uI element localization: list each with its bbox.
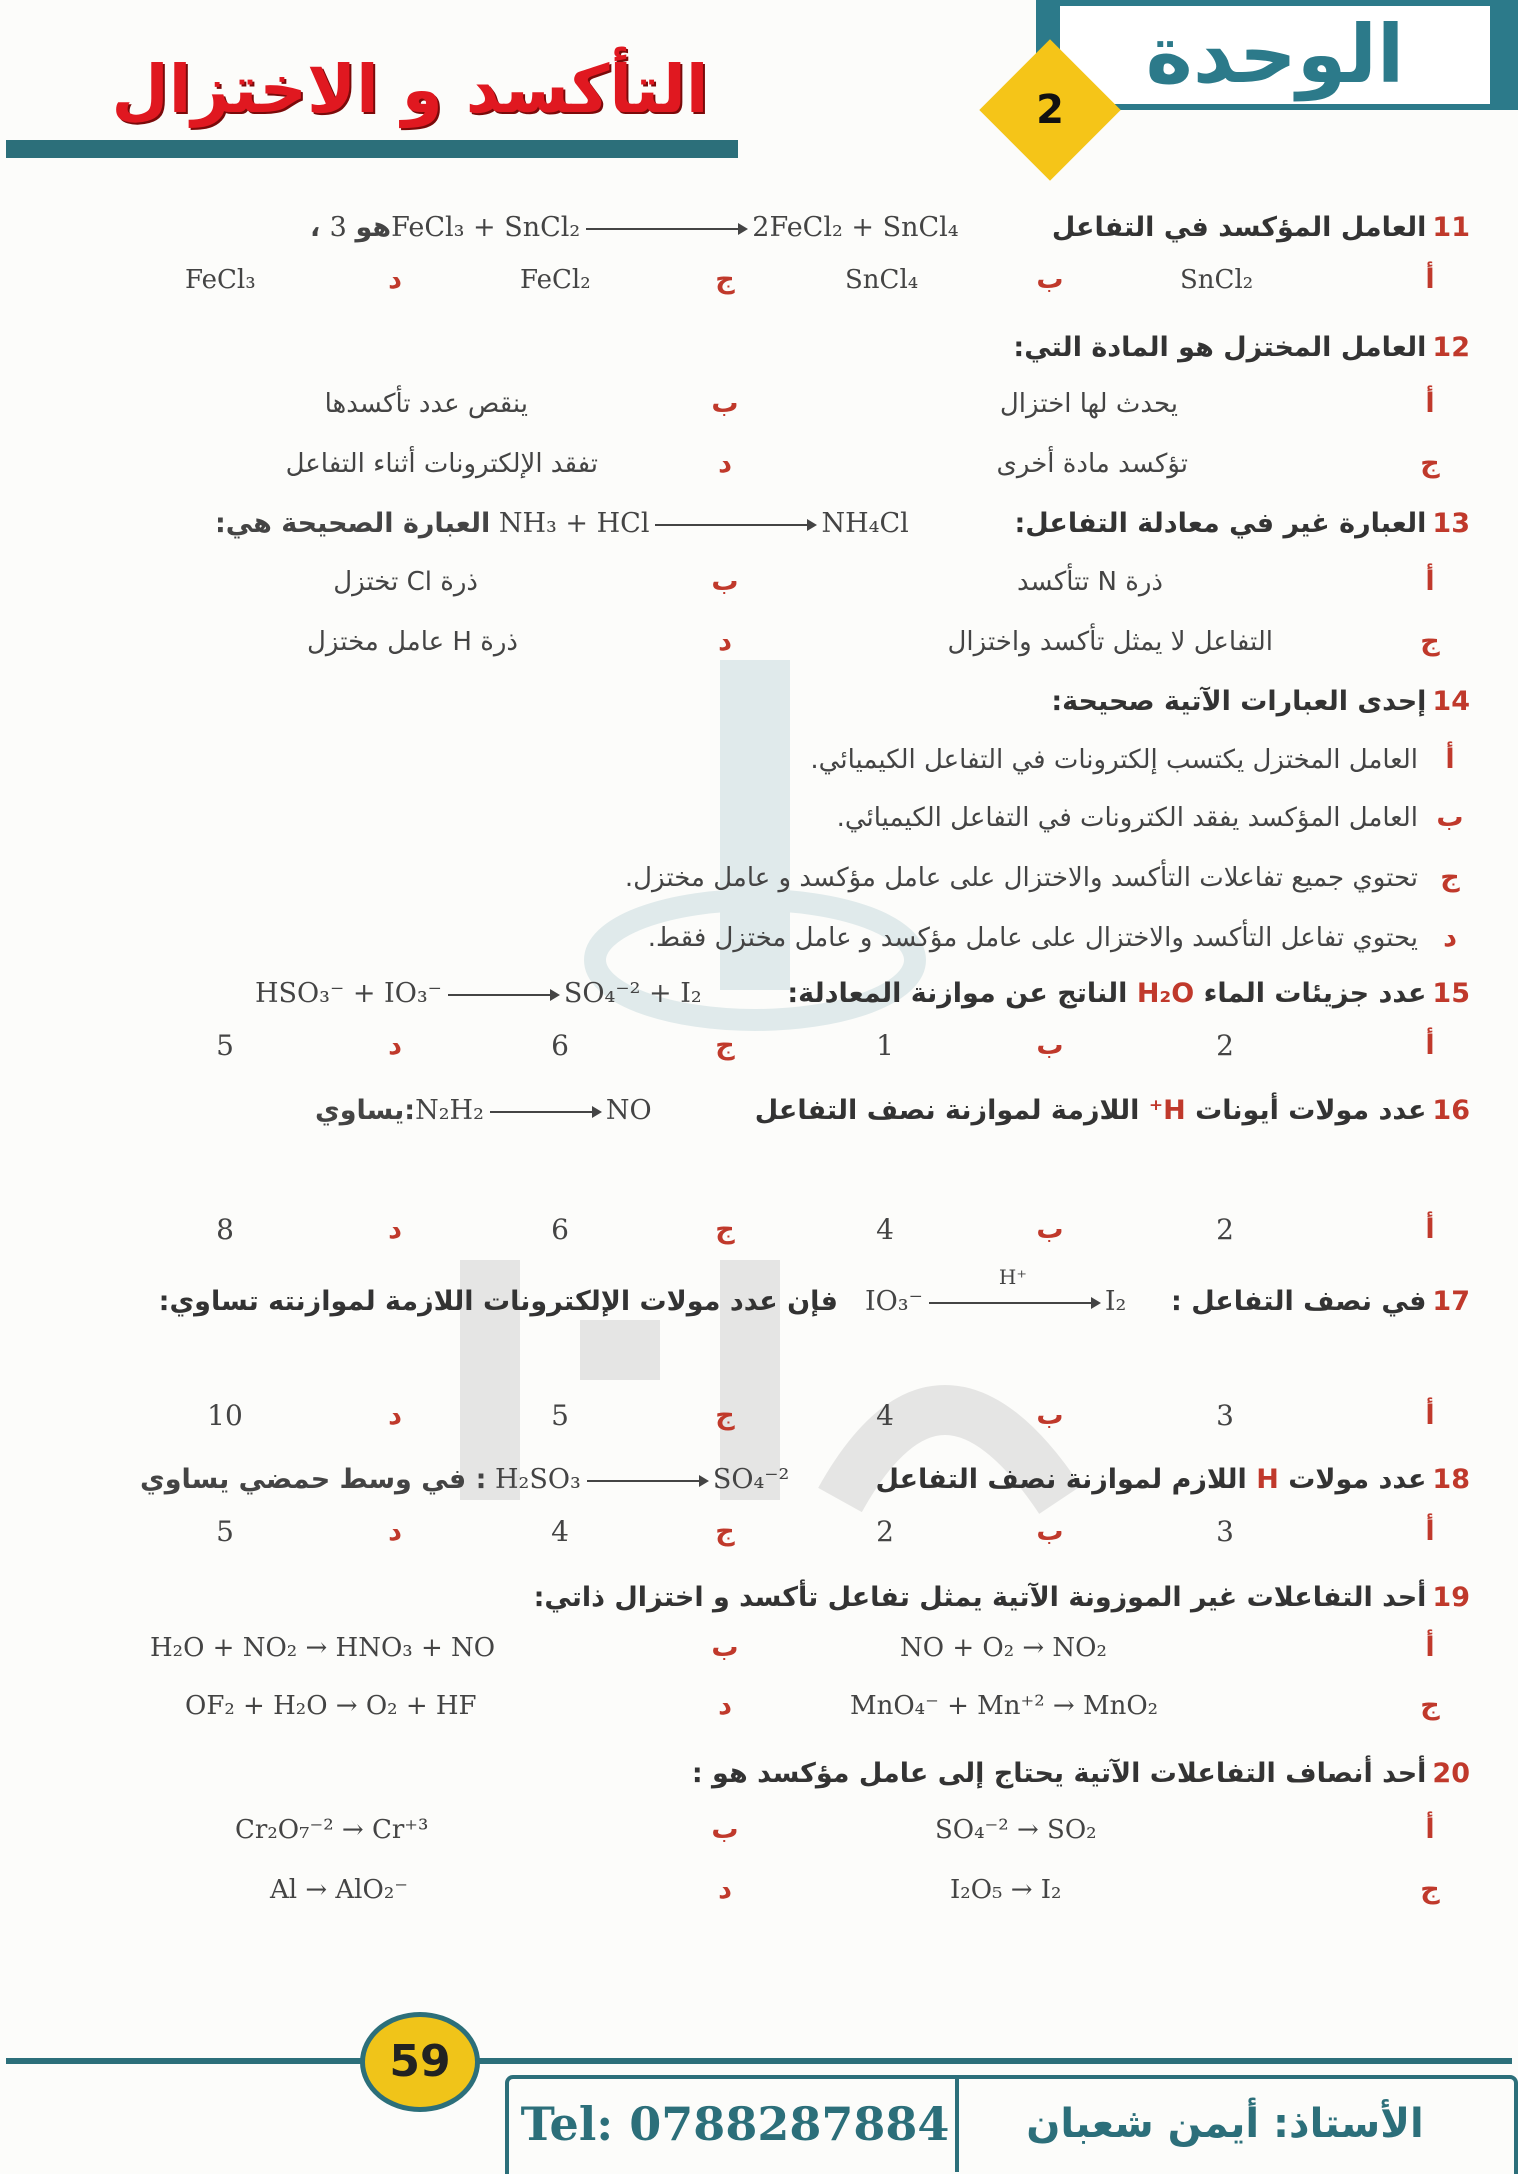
- option-text[interactable]: العامل المختزل يكتسب إلكترونات في التفاعل الكيميائي.: [810, 745, 1418, 775]
- question-13: [0, 498, 1518, 550]
- eq-right: H₂SO₃: [495, 1464, 581, 1495]
- option-text[interactable]: 10: [207, 1399, 243, 1432]
- question-number: 20: [1432, 1758, 1470, 1789]
- options-19-row2: [0, 1682, 1518, 1730]
- question-16: [0, 1085, 1518, 1137]
- arrow-icon: [490, 1111, 600, 1113]
- option-text[interactable]: 4: [876, 1213, 894, 1246]
- options-13-row1: [0, 558, 1518, 606]
- option-letter[interactable]: د: [388, 1214, 402, 1245]
- options-13-row2: [0, 618, 1518, 666]
- option-text[interactable]: H₂O + NO₂ → HNO₃ + NO: [150, 1633, 496, 1663]
- option-letter[interactable]: ب: [711, 1814, 739, 1845]
- question-stem-end: اللازم لموازنة نصف التفاعل: [875, 1464, 1247, 1495]
- question-19: [0, 1572, 1518, 1624]
- question-number: 19: [1432, 1582, 1470, 1613]
- phone-number: Tel: 0788287884: [520, 2097, 950, 2151]
- option-text[interactable]: 2: [1216, 1029, 1234, 1062]
- option-letter[interactable]: ج: [1420, 626, 1440, 657]
- option-letter[interactable]: ج: [715, 1030, 735, 1061]
- option-letter[interactable]: ج: [715, 1516, 735, 1547]
- question-stem-formula: H⁺: [1148, 1095, 1186, 1126]
- option-letter[interactable]: ج: [1420, 1690, 1440, 1721]
- question-stem: أحد أنصاف التفاعلات الآتية يحتاج إلى عامل مؤكسد هو :: [691, 1758, 1427, 1789]
- option-text[interactable]: 8: [216, 1213, 234, 1246]
- option-letter[interactable]: د: [388, 264, 402, 295]
- option-text[interactable]: 6: [551, 1029, 569, 1062]
- option-letter[interactable]: د: [1443, 922, 1457, 953]
- question-14: [0, 676, 1518, 728]
- page-title: التأكسد و الاختزال: [111, 51, 709, 128]
- equation: [310, 202, 959, 254]
- option-text[interactable]: 1: [876, 1029, 894, 1062]
- question-stem: في نصف التفاعل :: [1171, 1286, 1427, 1317]
- question-number: 18: [1432, 1464, 1470, 1495]
- question-stem-tail: يساوي:: [315, 1095, 416, 1126]
- option-text[interactable]: تؤكسد مادة أخرى: [996, 449, 1188, 479]
- question-number: 14: [1432, 686, 1470, 717]
- arrow-label: H⁺: [998, 1264, 1027, 1289]
- option-letter[interactable]: ب: [1036, 1214, 1064, 1245]
- option-text[interactable]: Al → AlO₂⁻: [270, 1875, 408, 1905]
- footer-divider: [955, 2075, 959, 2172]
- option-text[interactable]: ينقص عدد تأكسدها: [324, 389, 528, 419]
- option-letter[interactable]: ب: [711, 1632, 739, 1663]
- option-letter[interactable]: ج: [715, 1400, 735, 1431]
- unit-label: الوحدة: [1145, 8, 1405, 101]
- question-stem-end: ، هو: [310, 212, 392, 243]
- options-20-row1: [0, 1806, 1518, 1854]
- question-number: 15: [1432, 978, 1470, 1009]
- question-stem-end: العبارة الصحيحة هي:: [215, 508, 491, 539]
- eq-left: NO: [605, 1095, 652, 1126]
- option-text[interactable]: 5: [216, 1515, 234, 1548]
- option-text[interactable]: ذرة H عامل مختزل: [307, 627, 518, 657]
- option-text[interactable]: 5: [216, 1029, 234, 1062]
- option-letter[interactable]: ب: [1036, 264, 1064, 295]
- arrow-icon: [929, 1264, 1099, 1304]
- option-text[interactable]: تفقد الإلكترونات أثناء التفاعل: [285, 449, 598, 479]
- option-text[interactable]: OF₂ + H₂O → O₂ + HF: [185, 1691, 477, 1721]
- unit-number: 2: [1036, 87, 1064, 133]
- option-letter[interactable]: أ: [1425, 388, 1435, 419]
- question-number: 12: [1432, 332, 1470, 363]
- option-text[interactable]: التفاعل لا يمثل تأكسد واختزال: [947, 627, 1273, 657]
- footer-line: [6, 2058, 1512, 2064]
- eq-left: IO₃⁻: [865, 1286, 923, 1317]
- question-17: [0, 1264, 1518, 1328]
- eq-right: NH₄Cl: [821, 508, 909, 539]
- option-text[interactable]: SO₄⁻² → SO₂: [935, 1815, 1097, 1845]
- question-number: 17: [1432, 1286, 1470, 1317]
- option-text[interactable]: FeCl₂: [520, 265, 591, 295]
- options-11: [0, 256, 1518, 304]
- question-stem-formula: H₂O: [1136, 978, 1195, 1009]
- option-letter[interactable]: ب: [711, 566, 739, 597]
- option-letter[interactable]: د: [718, 626, 732, 657]
- options-18: [0, 1508, 1518, 1556]
- question-stem: عدد مولات أيونات: [1195, 1095, 1427, 1126]
- option-text[interactable]: 2: [876, 1515, 894, 1548]
- option-letter[interactable]: ج: [715, 264, 735, 295]
- option-text[interactable]: I₂O₅ → I₂: [950, 1875, 1062, 1905]
- option-letter[interactable]: أ: [1425, 566, 1435, 597]
- option-text[interactable]: ذرة N تتأكسد: [1017, 567, 1163, 597]
- option-text[interactable]: يحدث لها اختزال: [999, 389, 1178, 419]
- option-text[interactable]: NO + O₂ → NO₂: [900, 1633, 1107, 1663]
- question-stem: عدد جزيئات الماء: [1203, 978, 1427, 1009]
- eq-right: I₂: [1104, 1286, 1127, 1317]
- option-text[interactable]: يحتوي تفاعل التأكسد والاختزال على عامل مؤكسد و عامل مختزل فقط.: [647, 923, 1418, 953]
- option-text[interactable]: 3: [1216, 1515, 1234, 1548]
- question-stem-tail: في وسط حمضي يساوي :: [140, 1464, 487, 1495]
- option-letter[interactable]: ب: [1036, 1516, 1064, 1547]
- question-number: 11: [1432, 212, 1470, 243]
- options-12-row2: [0, 440, 1518, 488]
- option-text[interactable]: 6: [551, 1213, 569, 1246]
- arrow-icon: [655, 524, 815, 526]
- option-letter[interactable]: د: [718, 1690, 732, 1721]
- equation: [865, 1264, 1127, 1328]
- option-letter[interactable]: ب: [1036, 1400, 1064, 1431]
- option-text[interactable]: 2: [1216, 1213, 1234, 1246]
- option-letter[interactable]: أ: [1425, 264, 1435, 295]
- option-text[interactable]: ذرة Cl تختزل: [333, 567, 478, 597]
- eq-left: NH₃ + HCl: [498, 508, 650, 539]
- equation: [255, 968, 702, 1020]
- option-letter[interactable]: أ: [1425, 1400, 1435, 1431]
- options-12-row1: [0, 380, 1518, 428]
- option-letter[interactable]: د: [718, 1874, 732, 1905]
- option-letter[interactable]: أ: [1425, 1214, 1435, 1245]
- option-letter[interactable]: ج: [1440, 862, 1460, 893]
- teacher-name: الأستاذ: أيمن شعبان: [1026, 2101, 1424, 2147]
- option-letter[interactable]: د: [388, 1516, 402, 1547]
- question-stem: العامل المختزل هو المادة التي:: [1013, 332, 1427, 363]
- option-letter[interactable]: أ: [1425, 1632, 1435, 1663]
- question-20: [0, 1748, 1518, 1800]
- option-text[interactable]: MnO₄⁻ + Mn⁺² → MnO₂: [850, 1691, 1159, 1721]
- options-17: [0, 1392, 1518, 1440]
- option-letter[interactable]: ب: [1436, 802, 1464, 833]
- options-19-row1: [0, 1624, 1518, 1672]
- option-text[interactable]: 4: [876, 1399, 894, 1432]
- eq-left: HSO₃⁻ + IO₃⁻: [255, 978, 442, 1009]
- equation: [140, 1454, 789, 1506]
- option-letter[interactable]: أ: [1425, 1030, 1435, 1061]
- option-text[interactable]: تحتوي جميع تفاعلات التأكسد والاختزال على عامل مؤكسد و عامل مختزل.: [624, 863, 1418, 893]
- question-stem: أحد التفاعلات غير الموزونة الآتية يمثل تفاعل تأكسد و اختزال ذاتي:: [533, 1582, 1427, 1613]
- option-letter[interactable]: د: [388, 1030, 402, 1061]
- option-text[interactable]: 3: [1216, 1399, 1234, 1432]
- question-18: [0, 1454, 1518, 1506]
- equation: [215, 498, 909, 550]
- option-text[interactable]: 4: [551, 1515, 569, 1548]
- question-12: [0, 322, 1518, 374]
- question-stem: العامل المؤكسد في التفاعل: [1051, 212, 1427, 243]
- option-letter[interactable]: ج: [715, 1214, 735, 1245]
- options-16: [0, 1206, 1518, 1254]
- options-20-row2: [0, 1866, 1518, 1914]
- question-stem-end: الناتج عن موازنة المعادلة:: [787, 978, 1128, 1009]
- arrow-icon: [586, 228, 746, 230]
- option-text[interactable]: SnCl₂: [1180, 265, 1254, 295]
- option-text[interactable]: العامل المؤكسد يفقد الكترونات في التفاعل الكيميائي.: [836, 803, 1418, 833]
- arrow-icon: [587, 1480, 707, 1482]
- header-underline: [6, 140, 738, 158]
- option-letter[interactable]: أ: [1445, 744, 1455, 775]
- eq-left: SO₄⁻²: [712, 1464, 790, 1495]
- question-number: 16: [1432, 1095, 1470, 1126]
- equation: [315, 1085, 652, 1137]
- question-stem-end: اللازمة لموازنة نصف التفاعل: [754, 1095, 1140, 1126]
- option-letter[interactable]: ب: [711, 388, 739, 419]
- option-letter[interactable]: ج: [1420, 1874, 1440, 1905]
- question-stem: العبارة غير في معادلة التفاعل:: [1014, 508, 1427, 539]
- option-text[interactable]: Cr₂O₇⁻² → Cr⁺³: [235, 1815, 429, 1845]
- option-text[interactable]: SnCl₄: [845, 265, 919, 295]
- option-text[interactable]: FeCl₃: [185, 265, 256, 295]
- question-stem-formula: H: [1256, 1464, 1279, 1495]
- eq-right: 2FeCl₂ + SnCl₄: [752, 212, 959, 243]
- eq-left: 3FeCl₃ + SnCl₂: [329, 212, 581, 243]
- question-stem-end: فإن عدد مولات الإلكترونات اللازمة لموازنته تساوي:: [158, 1286, 838, 1317]
- question-number: 13: [1432, 508, 1470, 539]
- question-stem: عدد مولات: [1288, 1464, 1427, 1495]
- arrow-icon: [448, 994, 558, 996]
- question-15: [0, 968, 1518, 1020]
- question-11: [0, 202, 1518, 254]
- option-letter[interactable]: ج: [1420, 448, 1440, 479]
- option-letter[interactable]: ب: [1036, 1030, 1064, 1061]
- option-letter[interactable]: أ: [1425, 1516, 1435, 1547]
- eq-right: N₂H₂: [415, 1095, 484, 1126]
- eq-right: SO₄⁻² + I₂: [563, 978, 702, 1009]
- page-number: 59: [389, 2036, 451, 2087]
- option-text[interactable]: 5: [551, 1399, 569, 1432]
- option-letter[interactable]: د: [388, 1400, 402, 1431]
- options-15: [0, 1022, 1518, 1070]
- option-letter[interactable]: د: [718, 448, 732, 479]
- option-letter[interactable]: أ: [1425, 1814, 1435, 1845]
- question-stem: إحدى العبارات الآتية صحيحة:: [1051, 686, 1427, 717]
